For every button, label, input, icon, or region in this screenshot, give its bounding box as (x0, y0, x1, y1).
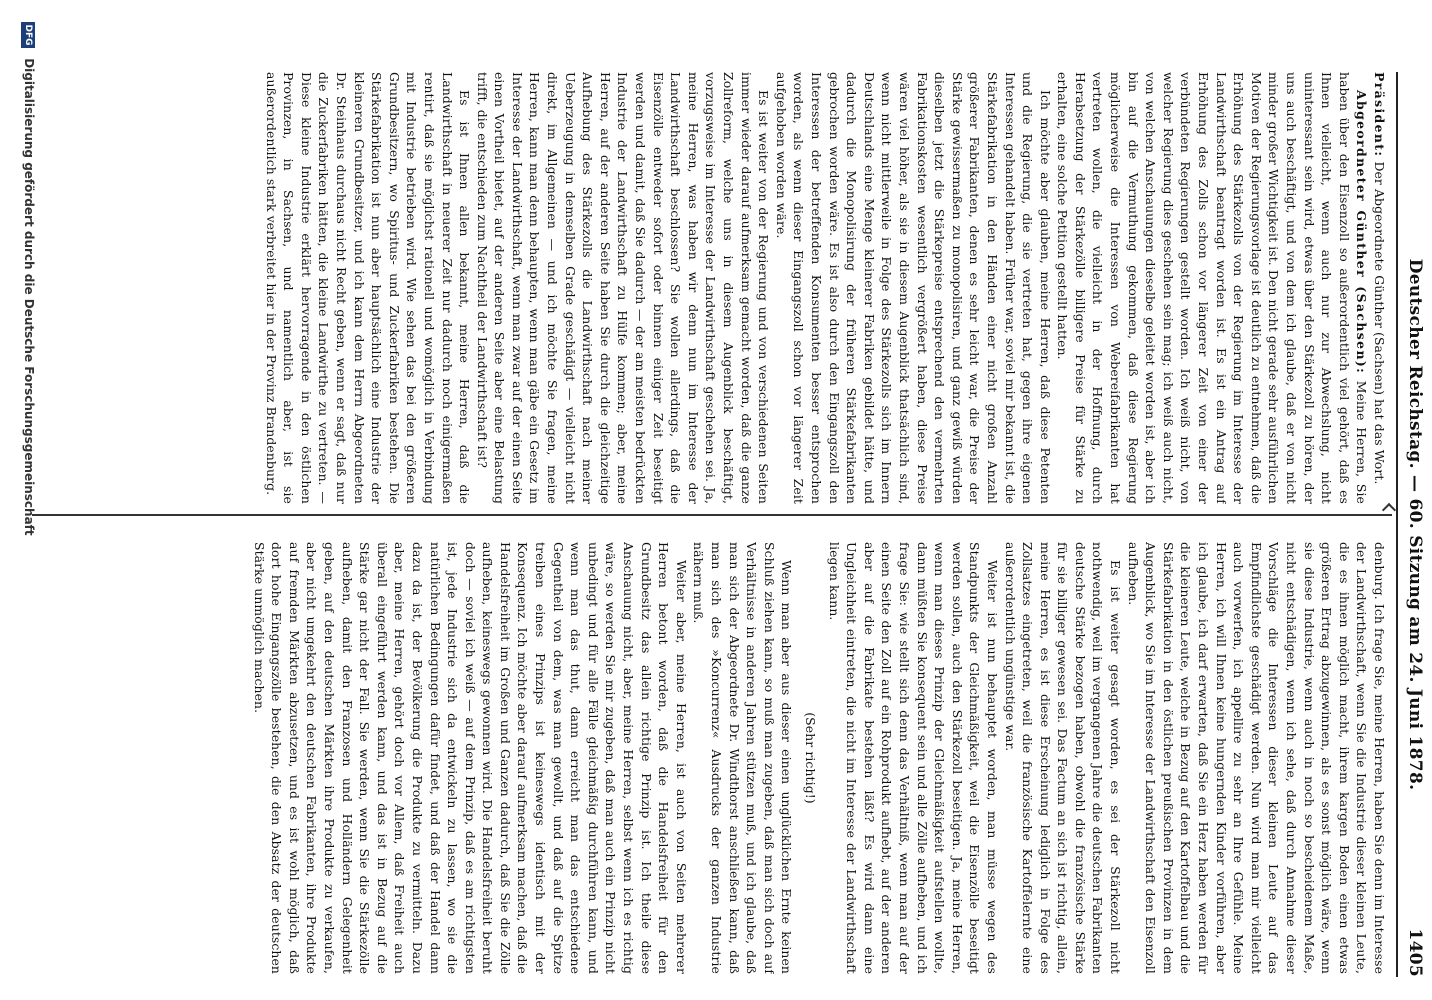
paragraph (262, 72, 473, 504)
paragraph (690, 542, 796, 974)
header-rule (1396, 72, 1398, 977)
footer-text: Digitalisierung gefördert durch die Deutsche Forschungsgemeinschaft (22, 58, 36, 536)
right-column (38, 542, 1388, 974)
paragraph-text: denburg. Ich frage Sie, meine Herren, haben Sie denn im Interesse der Landwirthschaft, wenn Sie die Industrie dieser kleinen Leute, die es ihnen möglich macht, ihrem kargen Boden einen etwas größeren Ertrag abzugewinnen, als es sonst möglich wäre, wenn sie diese Industrie, wenn auch in noch so bescheidenem Maße, nicht entschädigen, wenn ich sehe, daß durch Annahme dieser Vorschläge die Interessen dieser kleinen Leute auf das Empfindlichste geschädigt werden. Nun wird man mir vielleicht auch vorwerfen, ich appellire zu sehr an Ihre Gefühle. Meine Herren, ich will Ihnen keine hungernden Kinder vorführen, aber ich glaube, ich darf erwarten, daß Sie ein Herz haben werden für die kleineren Leute, welche in Bezug auf den Kartoffelbau und die Stärkefabrikation in den östlichen preußischen Provinzen in dem Augenblick, wo Sie im Interesse der Landwirthschaft den Eisenzoll aufheben. (1125, 542, 1387, 974)
speaker-name: Abgeordneter Günther (Sachsen): (1354, 90, 1370, 375)
paragraph-text: Der Abgeordnete Günther (Sachsen) hat das Wort. (1372, 157, 1387, 485)
page-number: 1405 (1405, 928, 1425, 977)
paragraph (473, 72, 772, 504)
column-divider (32, 514, 1392, 516)
paragraph (772, 72, 1054, 504)
paragraph-text: Weiter ist nun behauptet worden, man müsse wegen des Standpunkts der Gleichmäßigkeit, weil die Eisenzölle beseitigt werden sollen, auch den Stärkezoll beseitigen. Ja, meine Herren, wenn man dieses Prinzip der Gleichmäßigkeit aufstellen wollte, dann müßten Sie konsequent sein und alle Zölle aufheben, und ich frage Sie: wie stellt sich denn das Verhältniß, wenn man auf der einen Seite den Zoll auf ein Rohprodukt aufhebt, auf der anderen aber auf die Fabrikate bestehen läßt? Es wird dann eine Ungleichheit eintreten, die nicht im Interesse der Landwirthschaft liegen kann. (826, 542, 1000, 974)
paragraph (250, 542, 690, 974)
speaker-name: Präsident: (1372, 72, 1387, 158)
left-column (38, 72, 1388, 504)
paragraph-text: Ich möchte aber glauben, meine Herren, daß diese Petenten und die Regierung, die sie vertreten hat, gegen ihre eigenen Interessen gehandelt haben. Früher war, soviel mir bekannt ist, die Stärkefabrikation in den Händen einer nicht großen Anzahl größerer Fabrikanten, denen es sehr leicht war, die Preise der Stärke gewissermaßen zu monopolisiren, und ganz gewiß würden dieselben jetzt die Stärkepreise entsprechend den vermehrten Fabrikationskosten wesentlich vergrößert haben, diese Preise wären viel höher, als sie in diesem Augenblick thatsächlich sind, wenn nicht mittlerweile in Folge des Stärkezolls sich im Innern Deutschlands eine Menge kleinerer Fabriken gebildet hätte, und dadurch die Monopolisirung der früheren Stärkefabrikanten gebrochen worden wäre. Es ist also durch den Eingangszoll den Interessen der betreffenden Konsumenten besser entsprochen worden, als wenn dieser Eingangszoll schon vor längerer Zeit aufgehoben worden wäre. (773, 72, 1053, 504)
header-title: Deutscher Reichstag. — 60. Sitzung am 24. Juni 1878. (1405, 258, 1425, 791)
paragraph-text: Weiter aber, meine Herren, ist auch von Seiten mehrerer Herren betont worden, daß die Handelsfreiheit für den Grundbesitz das allein richtige Prinzip ist. Ich theile diese Anschauung nicht, aber, meine Herren, selbst wenn ich es richtig wäre, so werden Sie mir zugeben, daß man auch ein Prinzip nicht unbedingt und für alle Fälle gleichmäßig durchführen kann, und wenn man das thut, dann erreicht man das entschiedene Gegentheil von dem, was man gewollt, und daß auf die Spitze treiben eines Prinzips ist keineswegs identisch mit der Konsequenz. Ich möchte aber darauf aufmerksam machen, daß die Handelsfreiheit im Großen und Ganzen dadurch, daß Sie die Zölle aufheben, keineswegs gewonnen wird. Die Handelsfreiheit beruht doch — soviel ich weiß — auf dem Prinzip, daß es am richtigsten ist, jede Industrie sich da entwickeln zu lassen, wo sie die natürlichen Bedingungen dafür findet, und daß der Handel dann dazu da ist, der Bevölkerung die Produkte zu vermitteln. Dazu aber, meine Herren, gehört doch vor Allem, daß Freiheit auch überall eingeführt werden kann, und das ist in Bezug auf die Stärke gar nicht der Fall. Sie werden, wenn Sie die Stärkezölle aufheben, damit den Franzosen und Holländern Gelegenheit geben, auf den deutschen Märkten ihre Produkte zu verkaufen, aber nicht umgekehrt den deutschen Fabrikanten, ihre Produkte auf fremden Märkten abzusetzen, und es ist wohl möglich, daß dort hohe Eingangszölle bestehen, die den Absatz der deutschen Stärke unmöglich machen. (251, 542, 689, 974)
paragraph (1370, 72, 1388, 504)
paragraph-text: Es ist weiter gesagt worden, es sei der Stärkezoll nicht nothwendig, weil im vergangenen Jahre die deutschen Fabrikanten deutsche Stärke bezogen haben, obwohl die französische Stärke für sie billiger gewesen sei. Das Factum an sich ist richtig, allein, meine Herren, es ist diese Erscheinung lediglich in Folge des Zollsatzes eingetreten, weil die französische Kartoffelernte eine außerordentlich ungünstige war. (1002, 542, 1124, 974)
paragraph-text: (Sehr richtig!) (803, 712, 818, 804)
paragraph-text: Meine Herren, Sie haben über den Eisenzoll so außerordentlich viel gehört, daß es Ihnen vielleicht, wenn auch nur zur Abwechslung, nicht uninteressant sein wird, etwas über den Stärkezoll zu hören, der uns auch beschäftigt, und von dem ich glaube, daß er von nicht minder großer Wichtigkeit ist. Den nicht gerade sehr ausführlichen Motiven der Regierungsvorlage ist deutlich zu entnehmen, daß die Erhöhung des Stärkezolls von der Regierung im Interesse der Landwirthschaft beantragt worden ist. Es ist ein Antrag auf Erhöhung des Zolls schon vor längerer Zeit von einer der verbündeten Regierungen gestellt worden. Ich weiß nicht, von welcher Regierung dies geschehen sein mag; ich weiß auch nicht, von welchen Anschauungen dieselbe geleitet worden ist, aber ich bin auf die Vermuthung gekommen, daß diese Regierung möglicherweise die Interessen von Webereifabrikanten hat vertreten wollen, die vielleicht in der Hoffnung, durch Herabsetzung der Stärkezölle billigere Preise für Stärke zu erhalten, eine solche Petition gestellt hatten. (1055, 72, 1370, 504)
paragraph (1054, 72, 1371, 504)
paragraph (801, 542, 819, 974)
paragraph-text: Es ist weiter von der Regierung und von verschiedenen Seiten immer wieder darauf aufmerksam gemacht worden, daß die ganze Zollreform, welche uns in diesem Augenblick beschäftigt, vorzugsweise im Interesse der Landwirthschaft geschehen sei. Ja, meine Herren, was haben wir denn nun im Interesse der Landwirthschaft beschlossen? Sie wollen allerdings, daß die Eisenzölle entweder sofort oder binnen einiger Zeit beseitigt werden und damit, daß Sie dadurch — der am meisten bedrückten Industrie der Landwirthschaft zu Hülfe kommen; aber, meine Herren, auf der anderen Seite haben Sie durch die gleichzeitige Aufhebung des Stärkezolls die Landwirthschaft nach meiner Ueberzeugung in demselben Grade geschädigt — vielleicht nicht direkt, im Allgemeinen — und ich möchte Sie fragen, meine Herren, kann man denn behaupten, wenn man gäbe ein Gesetz im Interesse der Landwirthschaft, wenn man zwar auf der einen Seite einen Vortheil bietet, auf der anderen Seite aber eine Belastung trifft, die entschieden zum Nachtheil der Landwirthschaft ist? (474, 72, 772, 504)
paragraph (1001, 542, 1124, 974)
digitization-footer (12, 22, 36, 582)
dfg-logo: DFG (22, 22, 36, 48)
paragraph (1124, 542, 1388, 974)
paragraph-text: Es ist Ihnen allen bekannt, meine Herren, daß die Landwirthschaft in neuerer Zeit nur dadurch noch einigermaßen rentirt, daß sie möglichst rationell und womöglich in Verbindung mit Industrie betrieben wird. Wie sehen das bei den größeren Grundbesitzern, wo Spiritus- und Zuckerfabriken bestehen. Die Stärkefabrikation ist nun aber hauptsächlich eine Industrie der kleineren Grundbesitzer, und ich kann dem Herrn Abgeordneten Dr. Steinhaus durchaus nicht Recht geben, wenn er sagt, daß nur die Zuckerfabriken hätten, die kleine Landwirthe zu vertreten. — Diese kleine Industrie erklärt hervorragende in den östlichen Provinzen, in Sachsen, und namentlich aber, ist sie außerordentlich stark verbreitet hier in der Provinz Brandenburg. (263, 72, 473, 504)
paragraph (825, 542, 1001, 974)
page-header (1400, 72, 1428, 977)
paragraph-text: Wenn man aber aus dieser einen unglücklichen Ernte keinen Schluß ziehen kann, so muß man zugeben, daß man sich doch auf Verhältnisse in anderen Jahren stützen muß, und ich glaube, daß man sich der Abgeordnete Dr. Windthorst anschließen kann, daß man sich des »Koncurrenz« Ausdrucks der ganzen Industrie nähern muß. (691, 542, 795, 974)
